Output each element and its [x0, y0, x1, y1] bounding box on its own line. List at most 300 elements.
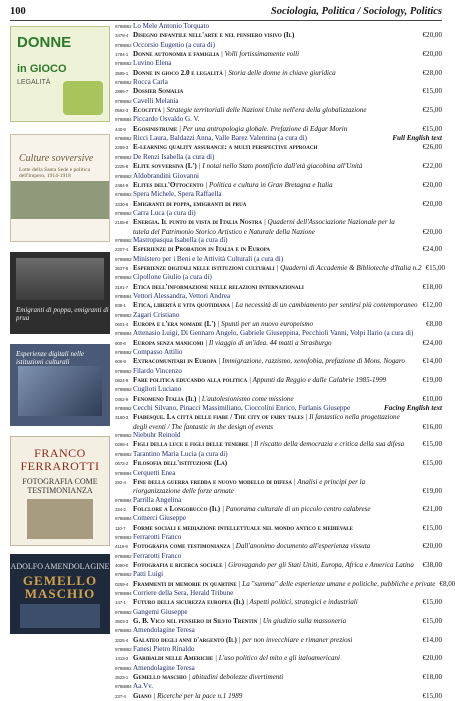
isbn-code: 9788884: [115, 497, 132, 503]
entry-author-row: [115, 514, 442, 523]
entry-title-row: [115, 598, 442, 607]
book-price: €8,00: [426, 320, 442, 328]
book-author: Mastropasqua Isabella (a cura di): [133, 235, 228, 244]
book-title-main: Etica dell'informazione nelle relazioni internazionali: [133, 282, 304, 291]
cover-donne-line3: LEGALITÀ: [17, 79, 51, 86]
book-title[interactable]: [133, 125, 418, 133]
entry-title-row: [115, 87, 442, 96]
isbn-code: 9788862: [115, 154, 132, 160]
entry-title-row: [115, 692, 442, 701]
cover-gemello-photo: [20, 604, 100, 628]
entry-author-row: [115, 469, 442, 478]
cover-fotografia-testimonianza[interactable]: [10, 436, 110, 546]
isbn-code: 324-2: [115, 506, 126, 512]
book-title[interactable]: [133, 524, 418, 532]
book-price: €15,00: [422, 440, 442, 449]
book-title-main: Etica, libertà e vita quotidiana: [133, 301, 230, 310]
book-subtitle: | Aspetti politici, strategici e industriali: [245, 598, 358, 607]
book-price: €22,00: [422, 162, 442, 171]
book-subtitle: | Un giudizio sulla massoneria: [259, 617, 347, 625]
book-title-main: Elite sovversiva (L'): [133, 162, 197, 171]
book-title-main: Fiabesque. La città delle fiabe / The city of fairy tales: [133, 413, 304, 422]
book-price: €14,00: [422, 635, 442, 644]
isbn-code: 9788862: [115, 98, 132, 104]
isbn-code: 9788862: [115, 24, 132, 29]
book-author: Tarantino Maria Lucia (a cura di): [133, 449, 228, 458]
book-author: Ricci Laura, Baldazzi Anna, Valle Barez Valentina (a cura di): [133, 134, 308, 143]
book-title[interactable]: [133, 162, 418, 170]
isbn-code: 9788862: [115, 210, 132, 216]
cover-gemello-author: ADOLFO AMENDOLAGINE: [10, 562, 110, 571]
isbn-code: 0601-4: [115, 322, 129, 327]
book-author: Cipollone Giulio (a cura di): [133, 273, 212, 282]
book-title-main: G. B. Vico nel pensiero di Silvio Trentin: [133, 617, 258, 625]
isbn-code: 9788862: [115, 312, 132, 318]
entry-author-row: [115, 97, 442, 106]
entry-title-row: [115, 673, 442, 682]
book-subtitle: | Analisi e principi per la: [293, 477, 366, 486]
isbn-code: 9788862: [115, 61, 132, 67]
header-rule: [10, 20, 442, 21]
entry-title-row: [115, 440, 442, 449]
book-author: Rocca Carla: [133, 78, 168, 87]
book-title[interactable]: [133, 69, 418, 77]
book-subtitle: | Appunti da Reggio e dalle Calabrie 1985-1999: [249, 376, 387, 385]
book-title-main: Forme sociali e mediazione intellettuale nel mondo antico e medievale: [133, 523, 353, 532]
book-title-main: Fotografia come testimonianza: [133, 542, 231, 551]
cover-esperienze-title: Esperienze digitali nelle istituzioni culturali: [16, 350, 85, 366]
book-author: Cecchi Silvano, Pinacci Massimiliano, Cioccolini Enrico, Furlanis Giuseppe: [133, 404, 351, 413]
book-subtitle: | L'uso politico del mito e gli italoamericani: [214, 654, 341, 663]
book-title-main: Esperienze di Probation in Italia e in Europa: [133, 245, 271, 254]
entry-title-row: [115, 301, 442, 310]
isbn-code: 4090-0: [115, 562, 129, 568]
isbn-code: 3523-1: [115, 675, 129, 681]
book-author: Occorsio Eugenio (a cura di): [133, 40, 215, 49]
book-author: Ferrarotti Franco: [133, 532, 182, 541]
entry-title-row: [115, 143, 442, 152]
entry-title-row: [115, 218, 442, 236]
isbn-code: 2886-7: [115, 89, 129, 95]
entry-author-row: [115, 608, 442, 617]
book-author: De Renzi Isabella (a cura di): [133, 152, 215, 161]
isbn-code: 9788884: [115, 293, 132, 299]
book-title-main: Extracomunitari in Europa: [133, 357, 217, 366]
book-title[interactable]: [133, 413, 438, 421]
book-author: Cavelli Melania: [133, 96, 179, 105]
book-title-main: E-learning quality assurance: a multi perspective approach: [133, 143, 318, 152]
entry-title-row: [115, 245, 442, 254]
catalog-entries: [115, 22, 455, 700]
book-title-main: Frammenti di memorie in quartine: [133, 579, 237, 588]
isbn-code: 9788862: [115, 534, 132, 540]
book-subtitle: | I notai nello Stato pontificio dall'età giacobina all'Unità: [198, 162, 363, 171]
entry-title-row: [115, 162, 442, 171]
isbn-code: 9788884: [115, 516, 132, 522]
isbn-code: 440-9: [115, 126, 126, 132]
entry-author-row: [115, 450, 442, 459]
entry-title-row: [115, 395, 442, 404]
entry-title-row: [115, 263, 446, 273]
book-subtitle: | Girovagando per gli Stati Uniti, Europa, Africa e America Latina: [224, 560, 414, 569]
cover-emigranti[interactable]: [10, 252, 110, 334]
isbn-code: 2259-3: [115, 145, 129, 151]
book-title[interactable]: [133, 580, 435, 588]
book-author: Cerquetti Enea: [133, 468, 176, 477]
entry-title-row: [115, 339, 442, 348]
entry-title-row: [115, 357, 442, 366]
book-price: €20,00: [422, 542, 442, 551]
book-title-main: Figli della luce e figli delle tenebre: [133, 440, 249, 449]
book-title-main: Fine della guerra fredda e nuovo modello di difesa: [133, 477, 292, 486]
book-price: €15,00: [422, 523, 442, 532]
isbn-code: 9788884: [115, 470, 132, 476]
entry-title-row: [115, 579, 455, 589]
cover-donne-line1: DONNE: [17, 34, 72, 51]
entry-author-row: [115, 385, 442, 394]
book-price: €15,00: [422, 617, 442, 625]
isbn-code: 3160-3: [115, 415, 129, 421]
isbn-code: 9788862: [115, 406, 132, 412]
book-price: €18,00: [422, 673, 442, 682]
cover-culture-band: [11, 181, 109, 219]
isbn-code: 3503-3: [115, 619, 129, 624]
isbn-code: 0824-9: [115, 378, 129, 384]
book-author: Aa.Vv.: [133, 682, 154, 691]
book-title-main: Folclore a Longobucco (Il): [133, 504, 221, 513]
book-title[interactable]: [133, 31, 418, 39]
book-title[interactable]: [133, 218, 438, 226]
book-price: €15,00: [422, 124, 442, 133]
book-price: €10,00: [422, 394, 442, 403]
book-title-main: Fenomeno Italia (Il): [133, 394, 197, 403]
book-price: €26,00: [422, 143, 442, 152]
entry-author-row: [115, 41, 442, 50]
entry-title-row: [115, 542, 442, 551]
isbn-code: 9788862: [115, 433, 132, 439]
isbn-code: 110-7: [115, 525, 126, 531]
entry-author-row: [115, 255, 442, 264]
entry-author-row: [115, 431, 442, 440]
entry-title-row: [115, 617, 442, 626]
book-author: Filardo Vincenzo: [133, 366, 182, 375]
book-author: Luvino Elena: [133, 59, 172, 68]
isbn-code: 237-4: [115, 693, 126, 699]
cover-donne-in-gioco[interactable]: [10, 26, 110, 122]
book-price: €20,00: [422, 31, 442, 40]
book-title[interactable]: [133, 636, 418, 644]
cover-gemello-maschio[interactable]: [10, 554, 110, 634]
book-price: €20,00: [422, 654, 442, 663]
book-author: Comerci Giuseppe: [133, 514, 186, 523]
book-author: Amendolagine Teresa: [133, 626, 195, 635]
entry-author-row: [115, 329, 442, 338]
book-subtitle-continued: degli eventi / The fantastic in the design of events: [133, 422, 274, 431]
entry-title-row: [115, 524, 442, 533]
page-header: [10, 4, 442, 18]
book-title-main: Fotografia e ricerca sociale: [133, 560, 223, 569]
book-price: €15,00: [422, 598, 442, 607]
entry-author-row: [115, 589, 442, 598]
entry-title-row: [115, 478, 442, 496]
book-author: Piccardo Osvaldo G. V.: [133, 115, 200, 124]
entry-author-row: [115, 273, 442, 282]
entry-title-row: [115, 459, 442, 468]
isbn-code: 9788862: [115, 647, 132, 653]
isbn-code: 9788862: [115, 237, 132, 243]
entry-author-row: [115, 78, 442, 87]
book-subtitle: | Quaderni di Accademie & Biblioteche d'Italia n.2: [276, 263, 422, 272]
book-price: €24,00: [422, 245, 442, 254]
isbn-code: 3330-8: [115, 201, 129, 207]
book-title-main: Europa senza manicomi: [133, 338, 204, 347]
book-subtitle: | Panorama culturale di un piccolo centro calabrese: [221, 504, 371, 513]
book-author: Aldobrandini Giovanni: [133, 171, 200, 180]
cover-esperienze-digitali[interactable]: [10, 344, 110, 426]
entry-title-row: [115, 505, 442, 514]
isbn-code: 2207-4: [115, 247, 129, 253]
book-title[interactable]: [133, 617, 418, 625]
isbn-code: 9788862: [115, 80, 132, 86]
book-subtitle: | Politica e cultura in Gran Bretagna e Italia: [205, 180, 333, 189]
book-subtitle: | Quaderni dell'Associazione Nazionale per la: [263, 218, 395, 227]
book-price: €15,00: [422, 87, 442, 96]
book-subtitle-continued: tutela del Patrimonio Storico Artistico e Naturale della Nazione: [133, 227, 315, 236]
book-price: €20,00: [422, 199, 442, 208]
book-title-main: Galateo degli anni d'argento (Il): [133, 635, 237, 644]
isbn-code: 3191-7: [115, 284, 129, 290]
book-author: Carra Luca (a cura di): [133, 208, 196, 217]
book-author: Compasso Attilio: [133, 348, 183, 357]
entry-author-row: [115, 209, 442, 218]
entry-author-row: [115, 22, 442, 31]
isbn-code: 9788862: [115, 136, 132, 142]
cover-emigranti-title: Emigranti di poppa, emigranti di prua: [16, 306, 109, 322]
book-subtitle: | abitudini debolezze divertimenti: [188, 673, 284, 682]
book-title-main: Ecocittà: [133, 106, 162, 115]
book-title-main: Futuro della sicurezza europea (Il): [133, 598, 245, 607]
book-title[interactable]: [133, 561, 418, 569]
isbn-code: 9788862: [115, 451, 132, 457]
isbn-code: 900-6: [115, 340, 126, 346]
book-title[interactable]: [133, 357, 418, 365]
book-author: Patti Luigi: [133, 570, 164, 579]
isbn-code: 9788884: [115, 331, 132, 337]
book-author: Ministero per i Beni e le Attività Culturali (a cura di): [133, 254, 284, 263]
book-price: €19,00: [422, 376, 442, 385]
book-title-main: Filosofia dell'istituzione (La): [133, 459, 228, 468]
page-number: 100: [10, 6, 26, 17]
book-title[interactable]: [133, 376, 418, 384]
isbn-code: 0298-4: [115, 442, 129, 448]
book-price: €8,00: [439, 579, 455, 588]
entry-title-row: [115, 106, 442, 115]
isbn-code: 9788862: [115, 173, 132, 179]
cover-column: [10, 26, 110, 634]
book-subtitle: | Volli fortissimamente volli: [220, 50, 300, 59]
book-author: Corriere della Sera, Herald Tribune: [133, 588, 234, 597]
entry-title-row: [115, 283, 442, 292]
book-subtitle: | Il riscatto della democrazia e critica della sua difesa: [250, 440, 405, 449]
book-title[interactable]: [133, 339, 418, 347]
book-title[interactable]: [133, 143, 418, 151]
entry-author-row: [115, 153, 442, 162]
book-title[interactable]: [133, 478, 438, 486]
book-title[interactable]: [133, 395, 418, 403]
entry-title-row: [115, 200, 442, 209]
book-title[interactable]: [133, 50, 418, 58]
book-title-main: Elites dell'Ottocento: [133, 180, 204, 189]
book-author: Lo Mele Antonio Torquato: [133, 22, 210, 30]
entry-title-row: [115, 413, 442, 431]
isbn-code: 9788862: [115, 368, 132, 374]
book-price: €20,00: [422, 227, 442, 236]
entry-author-row: [115, 664, 442, 673]
isbn-code: 9788884: [115, 590, 132, 596]
book-author: Cuglioti Luciano: [133, 385, 182, 394]
book-author: Amendolagine Teresa: [133, 663, 195, 672]
book-title-main: Donne autonomia e famiglia: [133, 50, 220, 59]
book-author: Niebuhr Reinold: [133, 431, 181, 440]
book-subtitle: | Storia delle donne in chiave giuridica: [224, 68, 336, 77]
isbn-code: 4119-8: [115, 544, 128, 550]
book-title[interactable]: [133, 692, 418, 700]
entry-title-row: [115, 50, 442, 59]
entry-title-row: [115, 69, 442, 78]
book-price: €28,00: [422, 68, 442, 77]
entry-author-row: [115, 311, 442, 320]
book-title-main: Disegno infantile nell'arte e nel pensiero visivo (Il): [133, 31, 295, 40]
isbn-code: 9788862: [115, 628, 132, 634]
book-price: €16,00: [422, 422, 442, 431]
book-price: €15,00: [422, 691, 442, 700]
entry-title-row: [115, 320, 442, 329]
book-price: €18,00: [422, 282, 442, 291]
book-title[interactable]: [133, 598, 418, 606]
book-title[interactable]: [133, 245, 418, 253]
book-title-main: Europa e l'era nomade (L'): [133, 320, 216, 328]
book-title[interactable]: [133, 200, 418, 208]
isbn-code: 0592-3: [115, 108, 129, 114]
entry-author-row: [115, 236, 442, 245]
book-title[interactable]: [133, 459, 418, 467]
entry-title-row: [115, 561, 442, 570]
book-price: €12,00: [422, 301, 442, 310]
book-author: Gangemi Giuseppe: [133, 607, 188, 616]
isbn-code: 1784-1: [115, 52, 129, 58]
isbn-code: 9788862: [115, 350, 132, 356]
book-title[interactable]: [133, 181, 418, 189]
entry-author-row: [115, 348, 442, 357]
book-title[interactable]: [133, 87, 418, 95]
book-subtitle: | Immigrazione, razzismo, xenofobia, prefazione di Mons. Nogaro: [218, 357, 405, 366]
book-title[interactable]: [133, 542, 418, 550]
book-price: €38,00: [422, 560, 442, 569]
book-title[interactable]: [133, 320, 422, 328]
book-author: Zagari Cristiano: [133, 310, 180, 319]
entry-title-row: [115, 31, 442, 40]
entry-author-row: [115, 134, 442, 143]
isbn-code: 9788862: [115, 256, 132, 262]
book-author: Fanesi Pietro Rinaldo: [133, 645, 195, 654]
book-title[interactable]: [133, 505, 418, 513]
book-subtitle: | La necessità di un cambiamento per sentirsi più contemporaneo: [231, 301, 418, 310]
entry-author-row: [115, 59, 442, 68]
book-title[interactable]: [133, 440, 418, 448]
isbn-code: 2155-8: [115, 220, 129, 226]
entry-author-row: [115, 533, 442, 542]
isbn-code: 9788862: [115, 572, 132, 578]
book-subtitle: | Dall'anonimo documento all'esperienza vissuta: [232, 542, 371, 551]
book-subtitle: | Spunti per un nuovo europeismo: [217, 320, 314, 328]
language-note: Facing English text: [384, 404, 442, 413]
book-title-main: Dossier Somalia: [133, 87, 184, 96]
isbn-code: 0462-9: [115, 396, 129, 402]
book-title[interactable]: [133, 283, 418, 291]
book-title-main: Gemello maschio: [133, 673, 187, 682]
isbn-code: 0672-2: [115, 461, 129, 467]
isbn-code: 9788862: [115, 553, 132, 559]
isbn-code: 9788862: [115, 192, 132, 198]
book-price: €19,00: [422, 487, 442, 496]
book-subtitle: | Strategie territoriali delle Nazioni Unite nell'era della globalizzazione: [162, 106, 367, 115]
entry-title-row: [115, 636, 442, 645]
entry-title-row: [115, 654, 442, 663]
isbn-code: 3478-4: [115, 33, 129, 39]
book-title[interactable]: [133, 106, 418, 114]
cover-ferrarotti-author: FRANCO FERRAROTTI: [20, 446, 100, 473]
entry-title-row: [115, 181, 442, 190]
isbn-code: 0259-4: [115, 581, 129, 587]
cover-culture-sovversive[interactable]: [10, 134, 110, 242]
book-title[interactable]: [133, 264, 422, 272]
isbn-code: 1313-3: [115, 656, 129, 662]
language-note: Full English text: [392, 134, 442, 143]
book-title-main: Energia. Il punto di vista di Italia Nostra: [133, 218, 263, 227]
book-subtitle: | per non invecchiare e rimaner preziosi: [238, 635, 353, 644]
book-price: €25,00: [422, 106, 442, 115]
book-title-main: Donne in gioco 2.0 e legalità: [133, 68, 223, 77]
isbn-code: 9788862: [115, 665, 132, 671]
isbn-code: 606-9: [115, 359, 126, 365]
isbn-code: 3595-1: [115, 70, 129, 76]
book-title[interactable]: [133, 301, 418, 309]
isbn-code: 147-1: [115, 600, 126, 606]
book-subtitle: | Il viaggio di un'idea. 44 matti a Strasburgo: [205, 338, 332, 347]
book-price: €24,00: [422, 338, 442, 347]
cover-culture-title: Culture sovversive: [19, 153, 94, 164]
book-price: €15,00: [425, 263, 446, 272]
entry-author-row: [115, 190, 442, 199]
isbn-code: 9788884: [115, 117, 132, 123]
isbn-code: 9788862: [115, 275, 132, 281]
book-title-main: Fare politica educando alla politica: [133, 376, 248, 385]
book-author: Parrilla Angelina: [133, 495, 182, 504]
book-price: €21,00: [422, 504, 442, 513]
isbn-code: 9788862: [115, 609, 132, 615]
entry-author-row: [115, 626, 442, 635]
book-author: Ferrarotti Franco: [133, 551, 182, 560]
book-title-main: Emigranti di poppa, emigranti di prua: [133, 199, 247, 208]
cover-emigranti-photo: [16, 258, 104, 300]
book-title[interactable]: [133, 654, 418, 662]
book-price: €20,00: [422, 50, 442, 59]
book-title[interactable]: [133, 673, 418, 681]
cover-gemello-title: GEMELLO MASCHIO: [22, 573, 98, 601]
isbn-code: 9788884: [115, 684, 132, 690]
cover-ferrarotti-title: FOTOGRAFIA COME TESTIMONIANZA: [22, 477, 98, 495]
entry-author-row: [115, 172, 442, 181]
